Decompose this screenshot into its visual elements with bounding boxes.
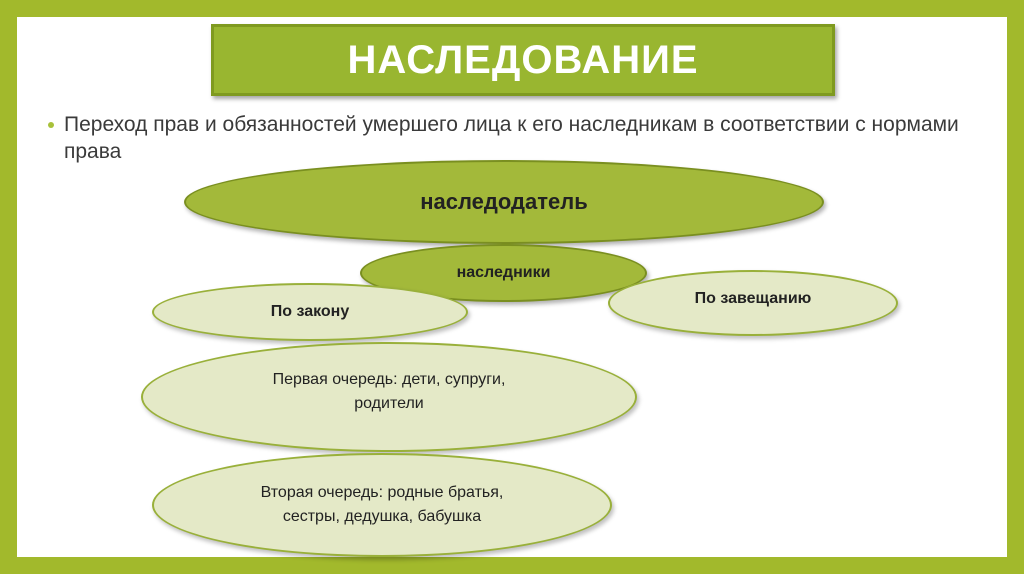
node-by-will <box>608 270 898 336</box>
bullet-icon <box>48 122 54 128</box>
node-by-law-label: По закону <box>270 303 350 320</box>
definition-text: Переход прав и обязанностей умершего лица к его наследникам в соответствии с нормами права <box>64 113 959 163</box>
node-by-law <box>152 283 468 341</box>
node-second-order-line1: Вторая очередь: родные братья, <box>260 484 504 501</box>
node-testator-label: наследодатель <box>420 189 588 214</box>
node-by-will-label: По завещанию <box>694 290 812 307</box>
node-first-order <box>141 342 637 452</box>
node-second-order <box>152 453 612 557</box>
definition-bullet <box>48 111 978 165</box>
node-heirs-label: наследники <box>456 264 551 281</box>
node-first-order-line2: родители <box>354 395 424 412</box>
node-second-order-line2: сестры, дедушка, бабушка <box>282 508 482 525</box>
node-first-order-line1: Первая очередь: дети, супруги, <box>272 371 506 388</box>
title-banner <box>211 24 835 96</box>
slide-title: НАСЛЕДОВАНИЕ <box>347 37 699 82</box>
node-testator <box>184 160 824 244</box>
